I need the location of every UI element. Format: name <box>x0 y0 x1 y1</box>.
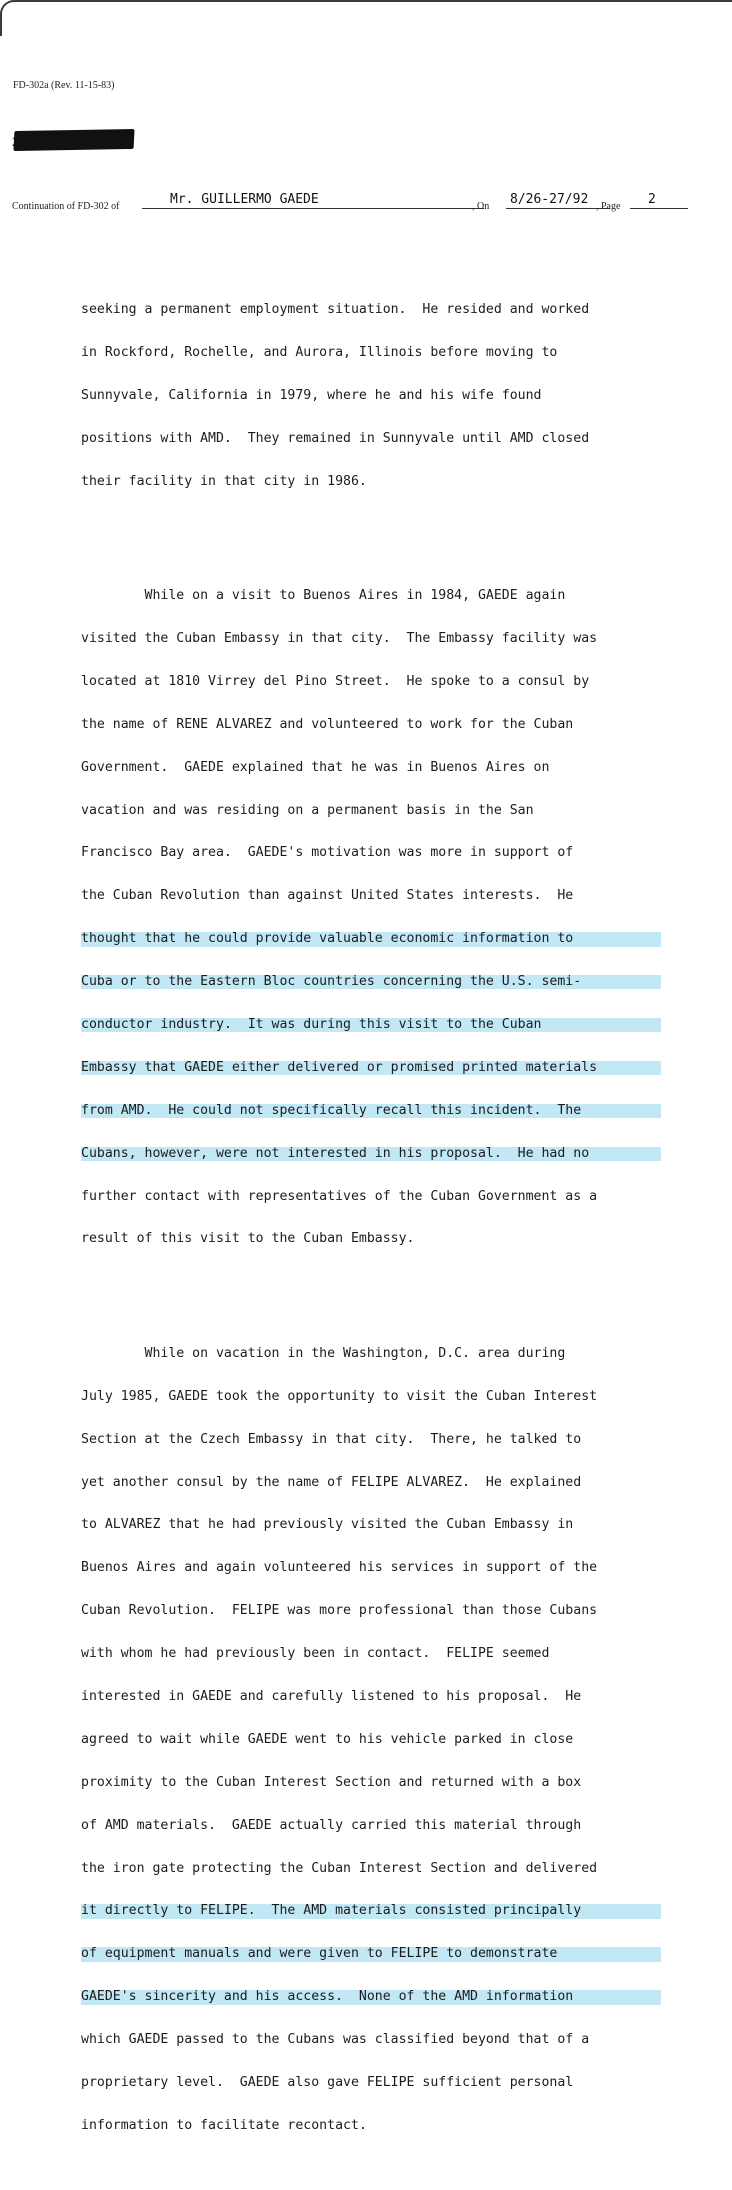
highlighted-line: of equipment manuals and were given to FELIPE to demonstrate <box>81 1947 661 1961</box>
text-line: the Cuban Revolution than against United States interests. He <box>81 888 574 904</box>
paragraph-2 <box>81 561 661 1276</box>
text-line: proprietary level. GAEDE also gave FELIPE sufficient personal <box>81 2075 574 2090</box>
text-line: result of this visit to the Cuban Embassy. <box>81 1231 415 1247</box>
highlighted-line: GAEDE's sincerity and his access. None of the AMD information <box>81 1990 661 2004</box>
paragraph-3 <box>81 1318 661 2162</box>
text-line: in Rockford, Rochelle, and Aurora, Illinois before moving to <box>81 345 558 361</box>
text-line: to ALVAREZ that he had previously visited the Cuban Embassy in <box>81 1517 574 1533</box>
text-line: information to facilitate recontact. <box>81 2117 367 2133</box>
form-identifier: FD-302a (Rev. 11-15-83) <box>13 80 115 91</box>
continuation-label: Continuation of FD-302 of <box>12 201 120 212</box>
page-label: , Page <box>596 201 621 212</box>
text-line: interested in GAEDE and carefully listened to his proposal. He <box>81 1688 582 1704</box>
text-line: further contact with representatives of the Cuban Government as a <box>81 1188 598 1204</box>
text-line: the iron gate protecting the Cuban Interest Section and delivered <box>81 1860 598 1876</box>
paragraph-1 <box>81 275 661 518</box>
text-line: positions with AMD. They remained in Sunnyvale until AMD closed <box>81 430 590 446</box>
text-line: Francisco Bay area. GAEDE's motivation was more in support of <box>81 845 574 861</box>
text-line: July 1985, GAEDE took the opportunity to visit the Cuban Interest <box>81 1388 598 1404</box>
text-line: While on vacation in the Washington, D.C. area during <box>81 1345 566 1361</box>
highlighted-line: conductor industry. It was during this visit to the Cuban <box>81 1018 661 1032</box>
text-line: Government. GAEDE explained that he was in Buenos Aires on <box>81 759 550 775</box>
text-line: Cuban Revolution. FELIPE was more professional than those Cubans <box>81 1603 598 1619</box>
text-line: their facility in that city in 1986. <box>81 473 367 489</box>
on-label: , On <box>472 201 490 212</box>
highlighted-line: from AMD. He could not specifically recall this incident. The <box>81 1104 661 1118</box>
text-line: Buenos Aires and again volunteered his services in support of the <box>81 1560 598 1576</box>
text-line: located at 1810 Virrey del Pino Street. He spoke to a consul by <box>81 673 590 689</box>
text-line: which GAEDE passed to the Cubans was classified beyond that of a <box>81 2032 590 2048</box>
date-underline <box>506 208 610 209</box>
page-number: 2 <box>648 192 656 207</box>
highlighted-line: Cubans, however, were not interested in his proposal. He had no <box>81 1147 661 1161</box>
page-top-border <box>0 0 732 36</box>
text-line: proximity to the Cuban Interest Section and returned with a box <box>81 1774 582 1790</box>
highlighted-line: it directly to FELIPE. The AMD materials consisted principally <box>81 1904 661 1918</box>
text-line: Section at the Czech Embassy in that city. There, he talked to <box>81 1431 582 1447</box>
text-line: visited the Cuban Embassy in that city. The Embassy facility was <box>81 631 598 647</box>
text-line: with whom he had previously been in contact. FELIPE seemed <box>81 1646 550 1662</box>
text-line: vacation and was residing on a permanent basis in the San <box>81 802 534 818</box>
document-body <box>81 246 661 2190</box>
redaction-bar <box>13 129 134 151</box>
highlighted-line: Cuba or to the Eastern Bloc countries concerning the U.S. semi- <box>81 975 661 989</box>
text-line: seeking a permanent employment situation. He resided and worked <box>81 302 590 318</box>
highlighted-line: thought that he could provide valuable economic information to <box>81 932 661 946</box>
text-line: yet another consul by the name of FELIPE ALVAREZ. He explained <box>81 1474 582 1490</box>
text-line: While on a visit to Buenos Aires in 1984, GAEDE again <box>81 588 566 604</box>
text-line: Sunnyvale, California in 1979, where he and his wife found <box>81 387 542 403</box>
text-line: of AMD materials. GAEDE actually carried this material through <box>81 1817 582 1833</box>
page-underline <box>630 208 688 209</box>
text-line: agreed to wait while GAEDE went to his vehicle parked in close <box>81 1731 574 1747</box>
subject-underline <box>142 208 484 209</box>
text-line: the name of RENE ALVAREZ and volunteered to work for the Cuban <box>81 716 574 732</box>
subject-name: Mr. GUILLERMO GAEDE <box>170 192 319 207</box>
interview-date: 8/26-27/92 <box>510 192 589 207</box>
continuation-header <box>12 192 712 212</box>
highlighted-line: Embassy that GAEDE either delivered or promised printed materials <box>81 1061 661 1075</box>
